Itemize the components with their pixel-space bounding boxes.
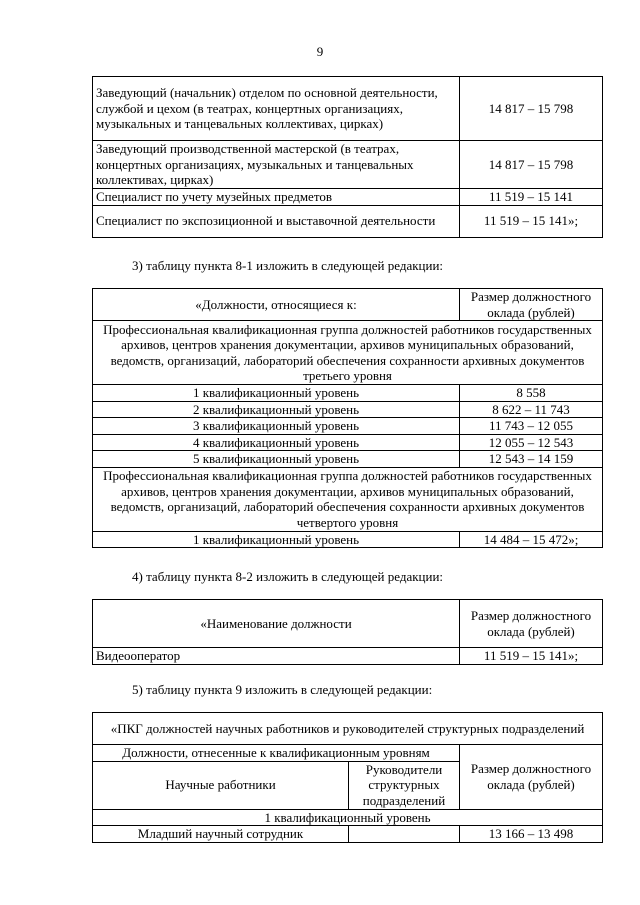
table-header-row bbox=[93, 600, 603, 648]
group-title: Профессиональная квалификационная группа должностей работников государственных архивов, центров хранения документации, архивов муниципальных образований, ведомств, организаций, лабораторий обеспечения сохранности архивных документов третьего уровня bbox=[93, 321, 603, 385]
level-cell: 1 квалификационный уровень bbox=[93, 385, 460, 402]
group-row bbox=[93, 467, 603, 531]
table-row bbox=[93, 418, 603, 435]
table-row bbox=[93, 205, 603, 237]
group-title: Профессиональная квалификационная группа должностей работников государственных архивов, центров хранения документации, архивов муниципальных образований, ведомств, организаций, лабораторий обеспечения сохранности архивных документов четвертого уровня bbox=[93, 467, 603, 531]
table-row bbox=[93, 531, 603, 548]
subheader: Должности, отнесенные к квалификационным уровням bbox=[93, 745, 460, 762]
salary-cell: 12 055 – 12 543 bbox=[460, 434, 603, 451]
paragraph-5: 5) таблицу пункта 9 изложить в следующей редакции: bbox=[132, 682, 433, 697]
salary-cell: 12 543 – 14 159 bbox=[460, 451, 603, 468]
table-row bbox=[93, 401, 603, 418]
salary-cell: 8 622 – 11 743 bbox=[460, 401, 603, 418]
position-cell: Заведующий производственной мастерской (в театрах, концертных организациях, музыкальных и танцевальных коллективах, цирках) bbox=[93, 141, 460, 189]
paragraph-3: 3) таблицу пункта 8-1 изложить в следующей редакции: bbox=[132, 258, 444, 273]
table-subheader-row bbox=[93, 745, 603, 762]
position-cell: Видеооператор bbox=[93, 648, 460, 665]
table-video-operator bbox=[92, 599, 603, 665]
level-cell: 3 квалификационный уровень bbox=[93, 418, 460, 435]
table-row bbox=[93, 141, 603, 189]
table-row bbox=[93, 77, 603, 141]
table-title-row bbox=[93, 713, 603, 745]
header-researchers: Научные работники bbox=[93, 761, 349, 809]
salary-cell: 14 817 – 15 798 bbox=[460, 141, 603, 189]
header-position: «Должности, относящиеся к: bbox=[93, 289, 460, 321]
header-salary: Размер должностного оклада (рублей) bbox=[460, 600, 603, 648]
header-salary: Размер должностного оклада (рублей) bbox=[460, 289, 603, 321]
salary-cell: 14 484 – 15 472»; bbox=[460, 531, 603, 548]
salary-cell: 11 743 – 12 055 bbox=[460, 418, 603, 435]
position-cell: Младший научный сотрудник bbox=[93, 826, 349, 843]
position-cell: Специалист по учету музейных предметов bbox=[93, 189, 460, 206]
header-salary: Размер должностного оклада (рублей) bbox=[460, 745, 603, 810]
level-title: 1 квалификационный уровень bbox=[93, 809, 603, 826]
table-row bbox=[93, 434, 603, 451]
table-row bbox=[93, 826, 603, 843]
level-row bbox=[93, 809, 603, 826]
level-cell: 1 квалификационный уровень bbox=[93, 531, 460, 548]
salary-cell: 8 558 bbox=[460, 385, 603, 402]
salary-cell: 11 519 – 15 141»; bbox=[460, 648, 603, 665]
level-cell: 4 квалификационный уровень bbox=[93, 434, 460, 451]
level-cell: 2 квалификационный уровень bbox=[93, 401, 460, 418]
table-row bbox=[93, 189, 603, 206]
level-cell: 5 квалификационный уровень bbox=[93, 451, 460, 468]
table-row bbox=[93, 648, 603, 665]
table-positions-culture bbox=[92, 76, 603, 238]
paragraph-4: 4) таблицу пункта 8-2 изложить в следующей редакции: bbox=[132, 569, 444, 584]
table-archive-positions bbox=[92, 288, 603, 548]
heads-cell bbox=[349, 826, 460, 843]
page-number: 9 bbox=[316, 44, 324, 59]
table-title: «ПКГ должностей научных работников и руководителей структурных подразделений bbox=[93, 713, 603, 745]
salary-cell: 13 166 – 13 498 bbox=[460, 826, 603, 843]
position-cell: Заведующий (начальник) отделом по основной деятельности, службой и цехом (в театрах, концертных организациях, музыкальных и танцевальных коллективах, цирках) bbox=[93, 77, 460, 141]
table-row bbox=[93, 385, 603, 402]
salary-cell: 11 519 – 15 141»; bbox=[460, 205, 603, 237]
table-research-positions bbox=[92, 712, 603, 843]
group-row bbox=[93, 321, 603, 385]
header-heads: Руководители структурных подразделений bbox=[349, 761, 460, 809]
table-row bbox=[93, 451, 603, 468]
salary-cell: 14 817 – 15 798 bbox=[460, 77, 603, 141]
position-cell: Специалист по экспозиционной и выставочной деятельности bbox=[93, 205, 460, 237]
table-header-row bbox=[93, 289, 603, 321]
header-position: «Наименование должности bbox=[93, 600, 460, 648]
salary-cell: 11 519 – 15 141 bbox=[460, 189, 603, 206]
